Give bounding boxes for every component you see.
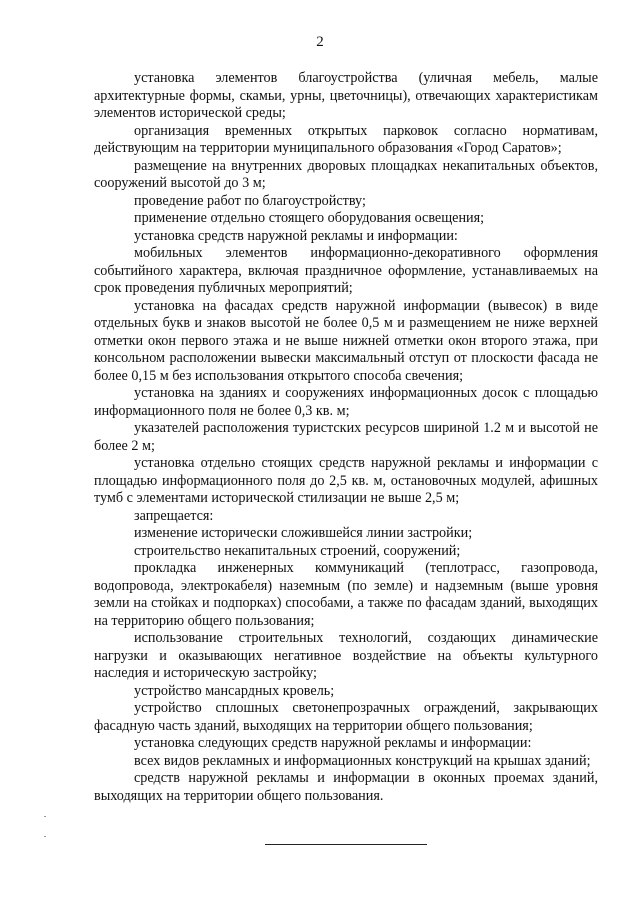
- scan-margin-mark: [44, 836, 46, 837]
- paragraph: устройство сплошных светонепрозрачных ограждений, закрывающих фасадную часть зданий, выходящих на территории общего пользования;: [94, 700, 598, 734]
- paragraph: средств наружной рекламы и информации в оконных проемах зданий, выходящих на территории общего пользования.: [94, 770, 598, 804]
- paragraph: установка на зданиях и сооружениях информационных досок с площадью информационного поля не более 0,3 кв. м;: [94, 385, 598, 419]
- paragraph: установка средств наружной рекламы и информации:: [134, 227, 458, 244]
- end-separator-line: [265, 844, 427, 845]
- paragraph: размещение на внутренних дворовых площадках некапитальных объектов, сооружений высотой до 3 м;: [94, 157, 598, 191]
- scan-margin-mark: [44, 816, 46, 817]
- paragraph: строительство некапитальных строений, сооружений;: [134, 542, 461, 559]
- paragraph: использование строительных технологий, создающих динамические нагрузки и оказывающих негативное воздействие на объекты культурного наследия и историческую застройку;: [94, 630, 598, 681]
- paragraph: установка отдельно стоящих средств наружной рекламы и информации с площадью информационного поля до 2,5 кв. м, остановочных модулей, афишных тумб с элементами исторической стилизации не выше 2,5 м;: [94, 455, 598, 506]
- paragraph: установка элементов благоустройства (уличная мебель, малые архитектурные формы, скамьи, урны, цветочницы), отвечающих характеристикам элементов исторической среды;: [94, 70, 598, 121]
- paragraph: всех видов рекламных и информационных конструкций на крышах зданий;: [134, 752, 591, 769]
- paragraph: устройство мансардных кровель;: [134, 682, 335, 699]
- page-number: 2: [316, 34, 324, 50]
- paragraph: установка следующих средств наружной рекламы и информации:: [134, 735, 532, 751]
- document-body: [94, 70, 598, 805]
- paragraph: запрещается:: [134, 507, 214, 524]
- paragraph: указателей расположения туристских ресурсов шириной 1.2 м и высотой не более 2 м;: [94, 420, 598, 454]
- paragraph: изменение исторически сложившейся линии застройки;: [134, 525, 473, 541]
- paragraph: прокладка инженерных коммуникаций (теплотрасс, газопровода, водопровода, электрокабеля) наземным (по земле) и надземным (выше уровня земли на стойках и подпорках) способами, а также по фасадам зданий, выходящих на территорию общего пользования;: [94, 560, 598, 629]
- paragraph: установка на фасадах средств наружной информации (вывесок) в виде отдельных букв и знаков высотой не более 0,5 м и размещением не ниже верхней отметки окон первого этажа и не выше нижней отметки окон второго этажа, при консольном расположении вывески максимальный отступ от плоскости фасада не более 0,15 м без использования открытого способа свечения;: [94, 297, 598, 384]
- paragraph: мобильных элементов информационно-декоративного оформления событийного характера, включая праздничное оформление, устанавливаемых на срок проведения публичных мероприятий;: [94, 245, 598, 296]
- paragraph: применение отдельно стоящего оборудования освещения;: [134, 210, 485, 226]
- paragraph: проведение работ по благоустройству;: [134, 192, 366, 209]
- paragraph: организация временных открытых парковок согласно нормативам, действующим на территории муниципального образования «Город Саратов»;: [94, 122, 598, 156]
